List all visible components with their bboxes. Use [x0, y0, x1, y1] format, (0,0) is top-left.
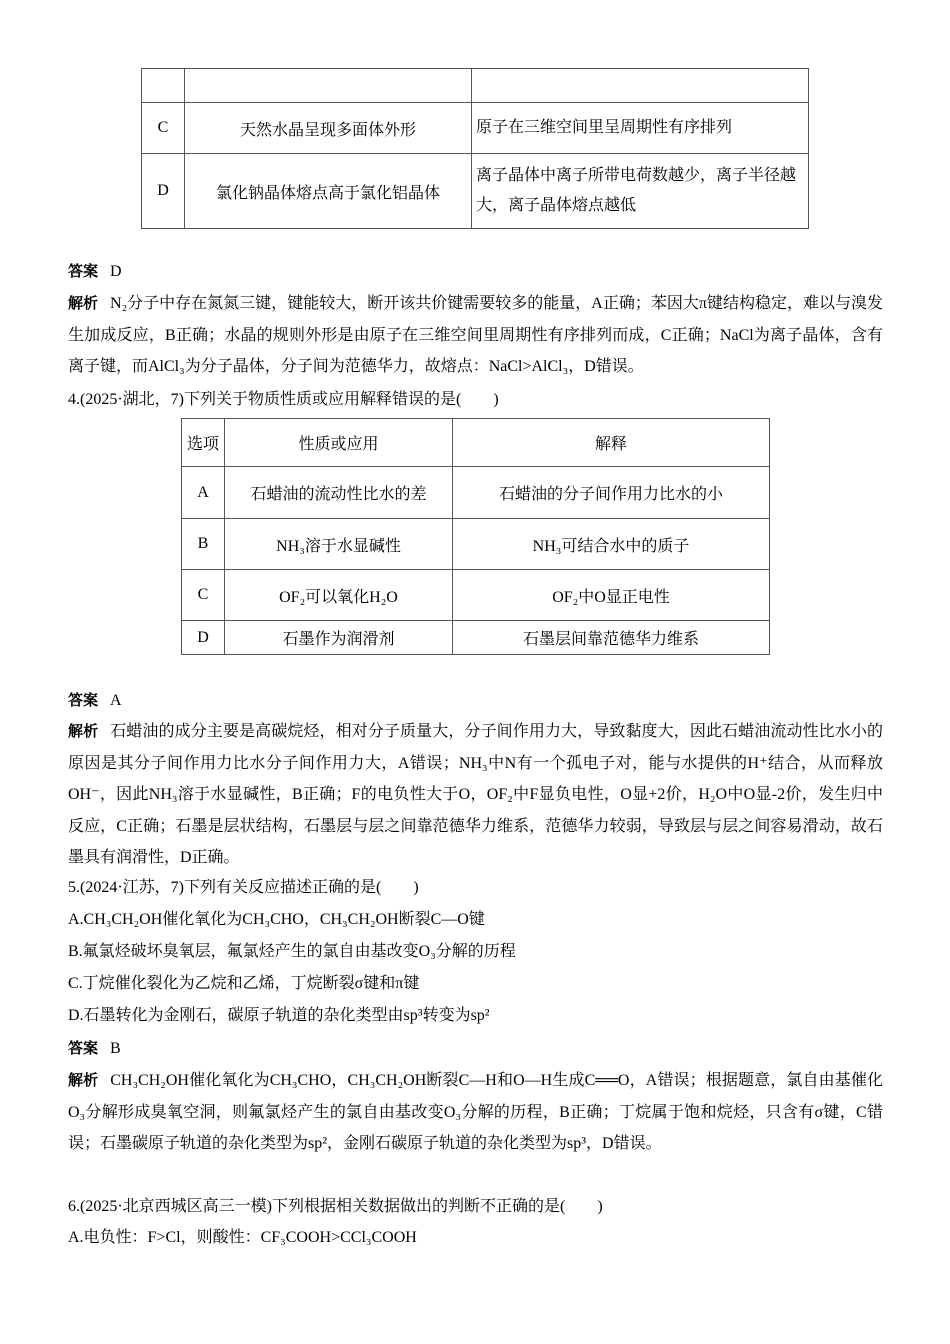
table-cell-explanation: 原子在三维空间里呈周期性有序排列 — [472, 103, 809, 154]
table-cell-explanation: OF₂中O显正电性 — [453, 570, 770, 621]
table-cell-option: D — [142, 154, 185, 229]
analysis-label: 解析 — [68, 1071, 99, 1089]
table-cell-explanation: NH₃可结合水中的质子 — [453, 519, 770, 570]
analysis-label: 解析 — [68, 294, 99, 312]
q3-analysis — [68, 288, 883, 383]
q5-analysis — [68, 1065, 883, 1160]
q6-option-a: A.电负性：F>Cl，则酸性：CF₃COOH>CCl₃COOH — [68, 1229, 417, 1246]
table-cell-option: D — [182, 621, 225, 655]
q4-analysis — [68, 716, 883, 874]
table-cell-property: OF₂可以氧化H₂O — [225, 570, 453, 621]
answer-value: B — [110, 1040, 121, 1057]
table-cell-option — [142, 69, 185, 103]
table-cell-option: C — [182, 570, 225, 621]
table-cell-explanation: 离子晶体中离子所带电荷数越少，离子半径越大，离子晶体熔点越低 — [472, 154, 809, 229]
table-cell-property — [185, 69, 472, 103]
q4-table — [181, 418, 770, 655]
table-cell-property: 氯化钠晶体熔点高于氯化铝晶体 — [185, 154, 472, 229]
q5-option-a: A.CH₃CH₂OH催化氧化为CH₃CHO，CH₃CH₂OH断裂C—O键 — [68, 911, 485, 928]
header-option: 选项 — [182, 419, 225, 467]
table-cell-option: B — [182, 519, 225, 570]
table-row — [182, 519, 770, 570]
analysis-text: CH₃CH₂OH催化氧化为CH₃CHO，CH₃CH₂OH断裂C—H和O—H生成C══O，A错误；根据题意，氯自由基催化O₃分解形成臭氧空洞，则氟氯烃产生的氯自由基改变O₃分解的历程，B正确；丁烷属于饱和烷烃，只含有σ键，C错误；石墨碳原子轨道的杂化类型为sp²，金刚石碳原子轨道的杂化类型为sp³，D错误。 — [68, 1072, 883, 1152]
table-cell-property: NH₃溶于水显碱性 — [225, 519, 453, 570]
table-row — [142, 154, 809, 229]
q4-answer — [68, 685, 883, 716]
table-cell-option: C — [142, 103, 185, 154]
analysis-text: N₂分子中存在氮氮三键，键能较大，断开该共价键需要较多的能量，A正确；苯因大π键结构稳定，难以与溴发生加成反应，B正确；水晶的规则外形是由原子在三维空间里周期性有序排列而成，C正确；NaCl为离子晶体，含有离子键，而AlCl₃为分子晶体，分子间为范德华力，故熔点：NaCl>AlCl₃，D错误。 — [68, 295, 883, 375]
q5-option-c: C.丁烷催化裂化为乙烷和乙烯，丁烷断裂σ键和π键 — [68, 975, 420, 992]
answer-value: D — [110, 263, 122, 280]
q3-table — [141, 68, 809, 229]
table-cell-option: A — [182, 467, 225, 519]
table-row — [182, 467, 770, 519]
analysis-label: 解析 — [68, 722, 99, 740]
table-row — [182, 570, 770, 621]
table-cell-property: 石墨作为润滑剂 — [225, 621, 453, 655]
table-cell-property: 天然水晶呈现多面体外形 — [185, 103, 472, 154]
table-row — [142, 69, 809, 103]
q4-stem: 4.(2025·湖北，7)下列关于物质性质或应用解释错误的是( ) — [68, 391, 499, 408]
header-explanation: 解释 — [453, 419, 770, 467]
q6-stem: 6.(2025·北京西城区高三一模)下列根据相关数据做出的判断不正确的是( ) — [68, 1198, 603, 1215]
table-cell-explanation: 石蜡油的分子间作用力比水的小 — [453, 467, 770, 519]
answer-value: A — [110, 692, 122, 709]
q5-answer — [68, 1033, 883, 1064]
table-cell-property: 石蜡油的流动性比水的差 — [225, 467, 453, 519]
answer-label: 答案 — [68, 262, 99, 280]
q5-option-b: B.氟氯烃破坏臭氧层，氟氯烃产生的氯自由基改变O₃分解的历程 — [68, 943, 516, 960]
header-property: 性质或应用 — [225, 419, 453, 467]
table-row — [182, 621, 770, 655]
q3-answer — [68, 256, 883, 287]
table-cell-explanation: 石墨层间靠范德华力维系 — [453, 621, 770, 655]
analysis-text: 石蜡油的成分主要是高碳烷烃，相对分子质量大，分子间作用力大，导致黏度大，因此石蜡油流动性比水小的原因是其分子间作用力比水分子间作用力大，A错误；NH₃中N有一个孤电子对，能与水提供的H⁺结合，从而释放OH⁻，因此NH₃溶于水显碱性，B正确；F的电负性大于O，OF₂中F显负电性，O显+2价，H₂O中O显-2价，发生归中反应，C正确；石墨是层状结构，石墨层与层之间靠范德华力维系，范德华力较弱，导致层与层之间容易滑动，故石墨具有润滑性，D正确。 — [68, 723, 883, 866]
table-row — [142, 103, 809, 154]
q5-option-d: D.石墨转化为金刚石，碳原子轨道的杂化类型由sp³转变为sp² — [68, 1007, 490, 1024]
table-header-row — [182, 419, 770, 467]
table-cell-explanation — [472, 69, 809, 103]
answer-label: 答案 — [68, 691, 99, 709]
answer-label: 答案 — [68, 1039, 99, 1057]
q5-stem: 5.(2024·江苏，7)下列有关反应描述正确的是( ) — [68, 879, 419, 896]
